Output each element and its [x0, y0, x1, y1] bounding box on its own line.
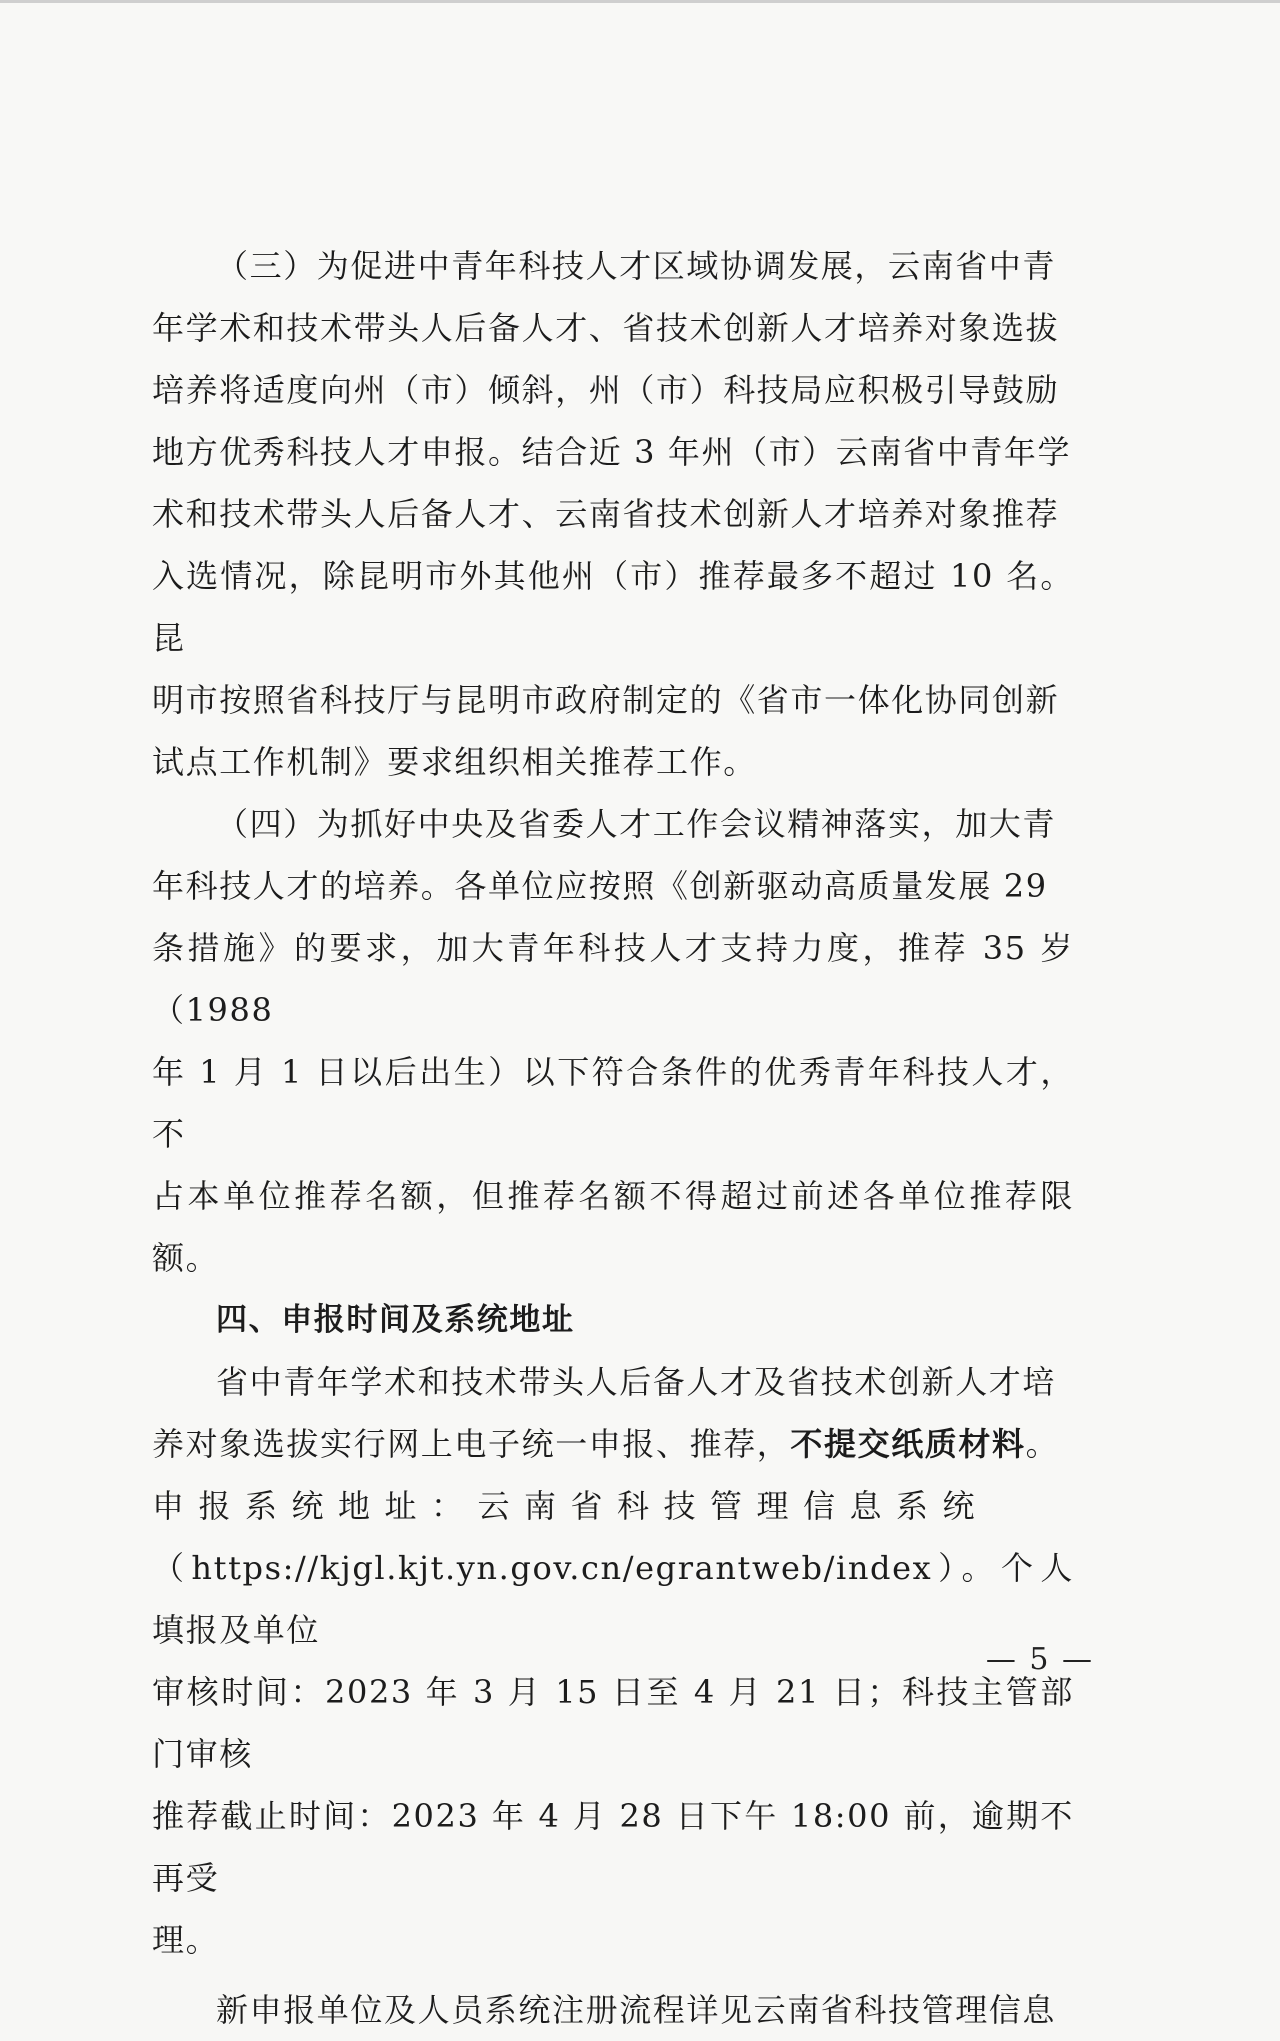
paragraph-line: 省中青年学术和技术带头人后备人才及省技术创新人才培 [216, 1363, 1057, 1401]
page-number: — 5 — [985, 1642, 1094, 1677]
system-address-label: 申报系统地址：云南省科技管理信息系统 [152, 1487, 990, 1525]
scan-top-edge [0, 0, 1280, 3]
paragraph-line: （三）为促进中青年科技人才区域协调发展，云南省中青 [216, 247, 1057, 285]
paragraph-submission [152, 1351, 1074, 1971]
paragraph-line: 明市按照省科技厅与昆明市政府制定的《省市一体化协同创新 [152, 681, 1060, 719]
paragraph-line: 理。 [152, 1921, 220, 1959]
paragraph-item-4 [152, 793, 1074, 1289]
paragraph-line: 术和技术带头人后备人才、云南省技术创新人才培养对象推荐 [152, 495, 1060, 533]
paragraph-line: 培养将适度向州（市）倾斜，州（市）科技局应积极引导鼓励 [152, 371, 1060, 409]
paragraph-line-with-emphasis [152, 1413, 1074, 1475]
paragraph-line: （四）为抓好中央及省委人才工作会议精神落实，加大青 [216, 805, 1057, 843]
paragraph-line: 年科技人才的培养。各单位应按照《创新驱动高质量发展 29 [152, 867, 1048, 905]
paragraph-line: 年 1 月 1 日以后出生）以下符合条件的优秀青年科技人才，不 [152, 1053, 1074, 1153]
paragraph-item-3 [152, 235, 1074, 793]
paragraph-line: 占本单位推荐名额，但推荐名额不得超过前述各单位推荐限额。 [152, 1177, 1074, 1277]
paragraph-line: 推荐截止时间：2023 年 4 月 28 日下午 18:00 前，逾期不再受 [152, 1797, 1074, 1897]
paragraph-text: 。 [1025, 1425, 1060, 1463]
paragraph-registration [152, 1979, 1074, 2041]
paragraph-line: 年学术和技术带头人后备人才、省技术创新人才培养对象选拔 [152, 309, 1060, 347]
paragraph-line: 地方优秀科技人才申报。结合近 3 年州（市）云南省中青年学 [152, 433, 1072, 471]
paragraph-line: 审核时间：2023 年 3 月 15 日至 4 月 21 日；科技主管部门审核 [152, 1673, 1074, 1773]
paragraph-line: 新申报单位及人员系统注册流程详见云南省科技管理信息 [216, 1991, 1057, 2029]
paragraph-line: 条措施》的要求，加大青年科技人才支持力度，推荐 35 岁（1988 [152, 929, 1074, 1029]
section-heading: 四、申报时间及系统地址 [216, 1302, 575, 1338]
paragraph-line: 试点工作机制》要求组织相关推荐工作。 [152, 743, 757, 781]
paragraph-text: 养对象选拔实行网上电子统一申报、推荐， [152, 1425, 791, 1463]
emphasis-text: 不提交纸质材料 [790, 1425, 1026, 1463]
paragraph-line: 入选情况，除昆明市外其他州（市）推荐最多不超过 10 名。昆 [152, 557, 1074, 657]
document-body [152, 235, 1074, 2041]
system-url-line: （https://kjgl.kjt.yn.gov.cn/egrantweb/index）。个人填报及单位 [152, 1549, 1074, 1649]
